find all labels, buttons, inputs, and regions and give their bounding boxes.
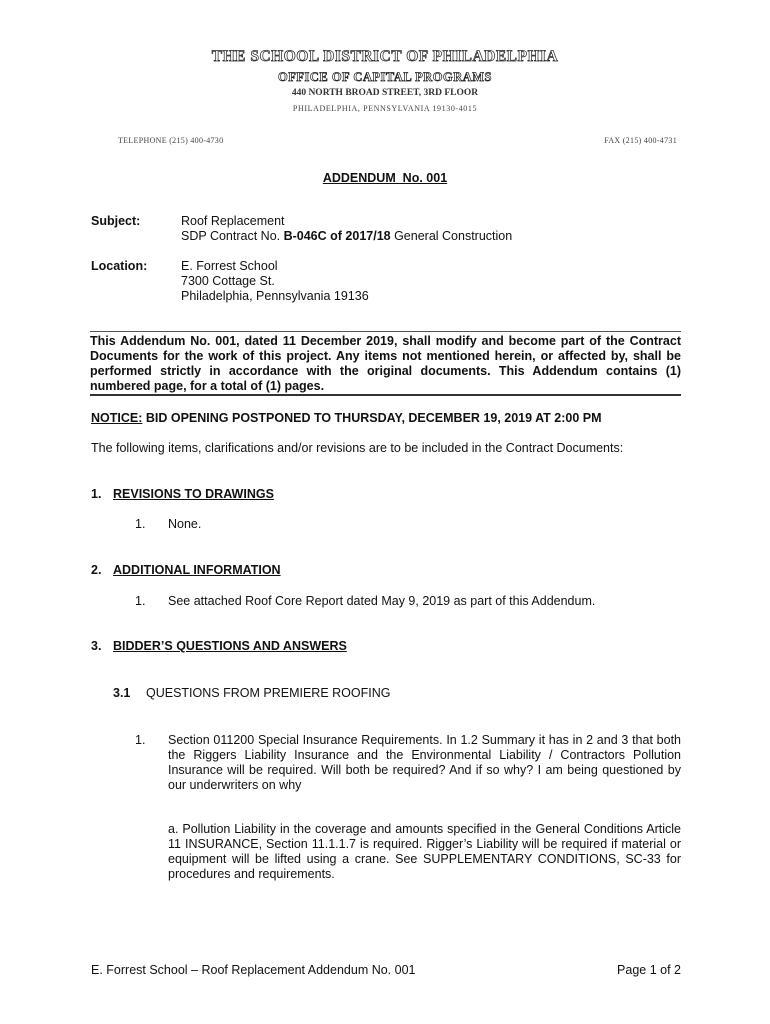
following-text: The following items, clarifications and/or revisions are to be included in the Contract Documents: <box>91 441 624 455</box>
subsection-title: QUESTIONS FROM PREMIERE ROOFING <box>146 686 391 700</box>
section-title: BIDDER’S QUESTIONS AND ANSWERS <box>113 639 347 653</box>
location-line2: 7300 Cottage St. <box>181 274 275 288</box>
section-number: 1. <box>91 487 102 501</box>
section-number: 2. <box>91 563 102 577</box>
item-number: 1. <box>135 517 146 531</box>
subject-line2-post: General Construction <box>390 229 513 243</box>
subject-line2 <box>181 229 512 243</box>
letterhead-address: 440 NORTH BROAD STREET, 3RD FLOOR <box>291 88 479 98</box>
letterhead-city: PHILADELPHIA, PENNSYLVANIA 19130-4015 <box>292 104 478 113</box>
footer-document-name: E. Forrest School – Roof Replacement Addendum No. 001 <box>91 963 416 977</box>
section-number: 3. <box>91 639 102 653</box>
notice-text: BID OPENING POSTPONED TO THURSDAY, DECEMBER 19, 2019 AT 2:00 PM <box>142 411 602 425</box>
section-title: REVISIONS TO DRAWINGS <box>113 487 274 501</box>
letterhead-office: OFFICE OF CAPITAL PROGRAMS <box>277 70 493 84</box>
item-text: None. <box>168 517 202 531</box>
subsection-number: 3.1 <box>113 686 131 700</box>
section-heading <box>91 563 281 577</box>
item-text: See attached Roof Core Report dated May 9, 2019 as part of this Addendum. <box>168 594 596 608</box>
letterhead-fax: FAX (215) 400-4731 <box>604 136 677 145</box>
section-heading <box>91 639 347 653</box>
section-title: ADDITIONAL INFORMATION <box>113 563 281 577</box>
question-text: Section 011200 Special Insurance Requirements. In 1.2 Summary it has in 2 and 3 that both the Riggers Liability Insurance and the Environmental Liability / Contractors Pollution Insurance will be required. Will both be required? And if so why? I am being questioned by our underwriters on why <box>168 733 681 792</box>
answer-text: a. Pollution Liability in the coverage and amounts specified in the General Conditions Article 11 INSURANCE, Section 11.1.1.7 is required. Rigger’s Liability will be required if material or equipment will be lifted using a crane. See SUPPLEMENTARY CONDITIONS, SC-33 for procedures and requirements. <box>168 822 681 881</box>
location-line1: E. Forrest School <box>181 259 278 273</box>
item-number: 1. <box>135 594 146 608</box>
addendum-title: ADDENDUM No. 001 <box>322 171 448 185</box>
intro-top-rule <box>90 331 681 332</box>
intro-bottom-rule <box>90 394 681 396</box>
question-number: 1. <box>135 733 146 747</box>
location-line3: Philadelphia, Pennsylvania 19136 <box>181 289 369 303</box>
subject-label: Subject: <box>91 214 141 228</box>
letterhead-org: THE SCHOOL DISTRICT OF PHILADELPHIA <box>211 48 559 65</box>
letterhead-telephone: TELEPHONE (215) 400-4730 <box>118 136 224 145</box>
intro-paragraph: This Addendum No. 001, dated 11 December 2019, shall modify and become part of the Contract Documents for the work of this project. Any items not mentioned herein, or affected by, shall be performed strictly in accordance with the original documents. This Addendum contains (1) numbered page, for a total of (1) pages. <box>90 334 681 393</box>
footer-page-number: Page 1 of 2 <box>617 963 681 977</box>
section-heading <box>91 487 274 501</box>
contract-number: B-046C of 2017/18 <box>283 229 391 243</box>
location-label: Location: <box>91 259 148 273</box>
notice-label: NOTICE: <box>91 411 143 425</box>
subject-line1: Roof Replacement <box>181 214 285 228</box>
notice <box>91 411 602 425</box>
subject-line2-pre: SDP Contract No. <box>181 229 284 243</box>
